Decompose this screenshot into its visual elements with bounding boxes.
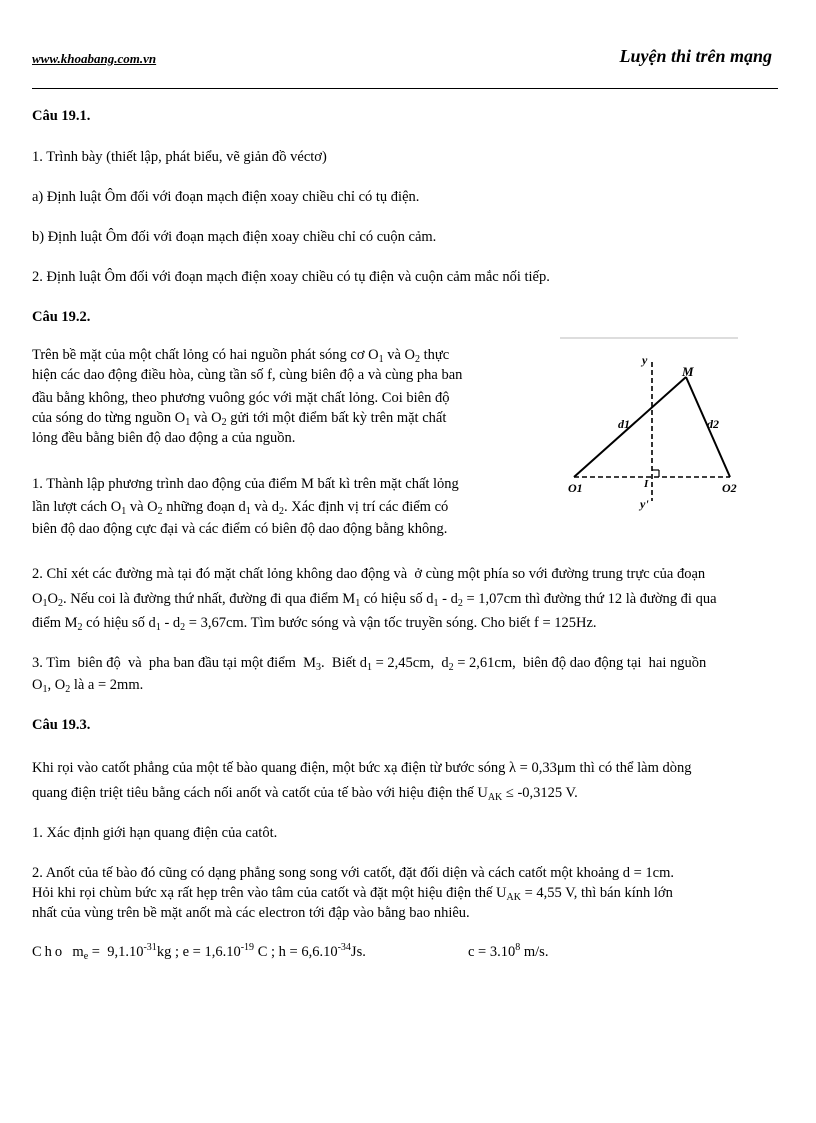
q2-title: Câu 19.2. <box>32 309 91 325</box>
label-O2: O2 <box>722 481 737 495</box>
q3-part2-line: Hỏi khi rọi chùm bức xạ rất hẹp trên vào tâm của catốt và đặt một hiệu điện thế $U_{AK} = 4,55$ V, thì bán kính lớn <box>32 885 673 903</box>
q2-part1-line: lần lượt cách $O_1$ và $O_2$ những đoạn $d_1$ và $d_2$. Xác định vị trí các điểm có <box>32 499 449 517</box>
q2-part2-line: điểm $M_2$ có hiệu số $d_1 - d_2 = 3,67cm$. Tìm bước sóng và vận tốc truyền sóng. Cho biết f = 125Hz. <box>32 615 597 633</box>
q3-title: Câu 19.3. <box>32 717 91 733</box>
q2-part3-line: 3. Tìm biên độ và pha ban đầu tại một điểm $M_3$. Biết $d_1 = 2,45cm$, $d_2 = 2,61cm$, biên độ dao động tại hai nguồn <box>32 655 707 673</box>
q2-intro-line: đầu bằng không, theo phương vuông góc với mặt chất lỏng. Coi biên độ <box>32 390 450 406</box>
q2-part3-line: $O_1$, $O_2$ là a = 2mm. <box>32 677 144 695</box>
q2-intro-line: của sóng do từng nguồn $O_1$ và $O_2$ gửi tới một điểm bất kỳ trên mặt chất <box>32 410 447 428</box>
q2-part1-line: biên độ dao động cực đại và các điểm có biên độ dao động bằng không. <box>32 521 448 537</box>
q1-item-a: a) Định luật Ôm đối với đoạn mạch điện xoay chiều chỉ có tụ điện. <box>32 189 420 205</box>
label-y-prime: y' <box>640 497 649 511</box>
label-O1: O1 <box>568 481 583 495</box>
q3-intro-line: Khi rọi vào catốt phẳng của một tế bào quang điện, một bức xạ điện từ bước sóng λ = 0,33μm thì có thể làm dòng <box>32 760 692 776</box>
d1-segment <box>574 377 686 477</box>
q3-part2-line: 2. Anốt của tế bào đó cũng có dạng phẳng song song với catốt, đặt đối diện và cách catốt một khoảng d = 1cm. <box>32 865 675 881</box>
label-y: y <box>642 353 648 367</box>
q3-part1: 1. Xác định giới hạn quang điện của catôt. <box>32 825 278 841</box>
q3-intro-line: quang điện triệt tiêu bằng cách nối anốt và catốt của tế bào với hiệu điện thế $U_{AK} \le -0,3125$ V. <box>32 785 578 803</box>
site-link[interactable]: www.khoabang.com.vn <box>32 51 157 66</box>
q2-intro-line: hiện các dao động điều hòa, cùng tần số f, cùng biên độ a và cùng pha ban <box>32 367 463 383</box>
page-header-title: Luyện thi trên mạng <box>619 46 772 66</box>
q2-intro-line: Trên bề mặt của một chất lỏng có hai nguồn phát sóng cơ $O_1$ và $O_2$ thực <box>32 347 450 365</box>
wave-interference-figure <box>560 336 742 514</box>
label-d2: d2 <box>707 417 719 431</box>
label-M: M <box>682 364 694 379</box>
q2-part2-line: 2. Chỉ xét các đường mà tại đó mặt chất lỏng không dao động và ở cùng một phía so với đường trung trực của đoạn <box>32 566 706 582</box>
label-I: I <box>644 478 649 490</box>
label-d1: d1 <box>618 417 630 431</box>
q2-part1-line: 1. Thành lập phương trình dao động của điểm M bất kì trên mặt chất lỏng <box>32 476 459 492</box>
q3-part2-line: nhất của vùng trên bề mặt anốt mà các electron tới đập vào bằng bao nhiêu. <box>32 905 470 921</box>
q2-part2-line: $O_1O_2$. Nếu coi là đường thứ nhất, đường đi qua điểm $M_1$ có hiệu số $d_1 - d_2 = 1,07cm$ thì đường thứ 12 là đường đi qua <box>32 591 717 609</box>
q1-item-b: b) Định luật Ôm đối với đoạn mạch điện xoay chiều chỉ có cuộn cảm. <box>32 229 437 245</box>
q1-title: Câu 19.1. <box>32 108 91 124</box>
q1-intro: 1. Trình bày (thiết lập, phát biểu, vẽ giản đồ véctơ) <box>32 149 327 165</box>
q1-item-2: 2. Định luật Ôm đối với đoạn mạch điện xoay chiều có tụ điện và cuộn cảm mắc nối tiếp. <box>32 269 550 285</box>
q3-c-value-line: $c = 3.10^8$ m/s. <box>468 942 549 960</box>
q3-constants-line: Cho $m_e = 9,1.10^{-31}kg$ ; $e = 1,6.10^{-19}$ C ; $h = 6,6.10^{-34}Js$. <box>32 942 366 962</box>
header-divider <box>32 88 778 89</box>
q2-intro-line: lỏng đều bằng biên độ dao động a của nguồn. <box>32 430 296 446</box>
